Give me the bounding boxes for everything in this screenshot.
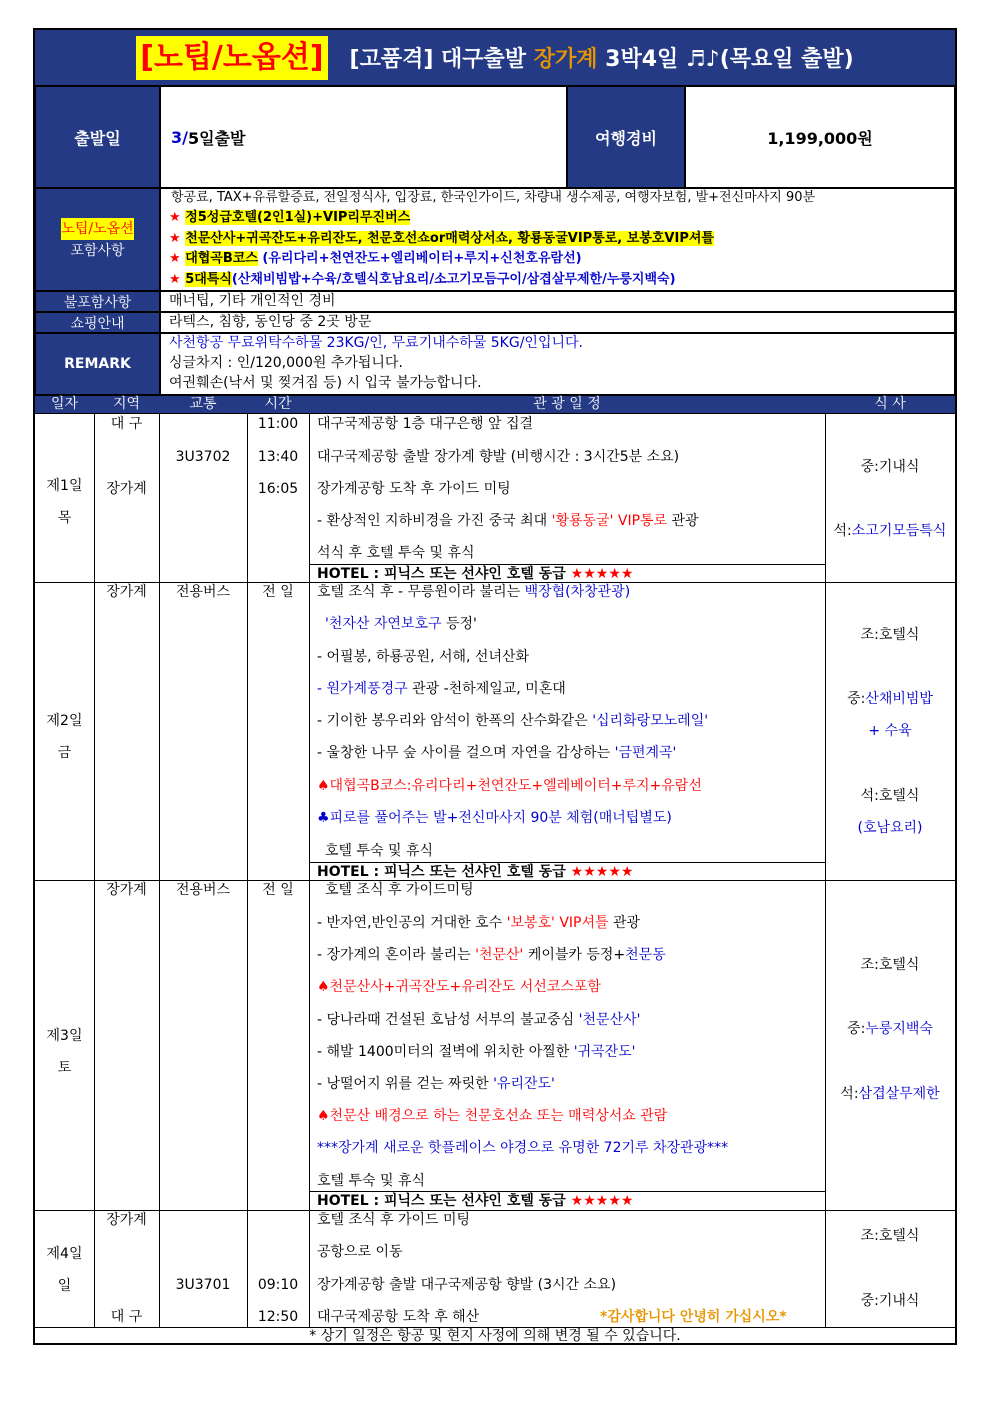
day1-meal-2: 석:소고기모듬특식 xyxy=(833,523,947,539)
includes-line-3: ★ 천문산사+귀곡잔도+유리잔도, 천문호선쇼or매력상서쇼, 황룡동굴VIP통로, 보봉호VIP셔틀 xyxy=(169,231,714,246)
day3-schedule-1: 호텔 조식 후 가이드미팅 xyxy=(325,882,474,898)
day3-transport: 전용버스 xyxy=(175,882,231,898)
day4-schedule-4: 대구국제공항 도착 후 해산 xyxy=(317,1309,480,1325)
day4-schedule-2: 공항으로 이동 xyxy=(317,1244,403,1260)
day3-schedule-3: - 장가계의 혼이라 불리는 '천문산' 케이블카 등정+천문동 xyxy=(317,947,666,963)
price-value: 1,199,000원 xyxy=(685,86,955,188)
day3-schedule-4: ♠천문산사+귀곡잔도+유리잔도 서선코스포함 xyxy=(317,979,601,995)
day4-schedule-1: 호텔 조식 후 가이드 미팅 xyxy=(317,1212,471,1228)
title-destination: 장가계 xyxy=(533,47,598,72)
day2-schedule-7: ♠대협곡B코스:유리다리+천연잔도+엘레베이터+루지+유람선 xyxy=(317,778,702,794)
day2-meal-2: 중:산채비빔밥 xyxy=(847,691,933,707)
col-header-region: 지역 xyxy=(94,396,159,413)
day1-time-1: 11:00 xyxy=(257,416,299,432)
day3-region: 장가계 xyxy=(106,882,147,898)
col-header-meal: 식 사 xyxy=(825,396,955,413)
day4-meal-2: 중:기내식 xyxy=(860,1293,920,1309)
day2-schedule-8: ♣피로를 풀어주는 발+전신마사지 90분 체험(매너팁별도) xyxy=(317,810,672,826)
day2-schedule-1: 호텔 조식 후 - 무릉원이라 불리는 백장협(차창관광) xyxy=(317,584,631,600)
excludes-value: 매너팁, 기타 개인적인 경비 xyxy=(160,291,955,312)
day1-schedule-4: - 환상적인 지하비경을 가진 중국 최대 '황룡동굴' VIP통로 관광 xyxy=(317,513,699,529)
day1-schedule-3: 장가계공항 도착 후 가이드 미팅 xyxy=(317,481,511,497)
shopping-value: 라텍스, 침향, 동인당 중 2곳 방문 xyxy=(160,312,955,333)
day1-region-1: 대 구 xyxy=(110,416,143,432)
day3-schedule-10: 호텔 투숙 및 휴식 xyxy=(317,1173,426,1189)
shopping-label: 쇼핑안내 xyxy=(35,312,160,333)
price-label: 여행경비 xyxy=(567,86,685,188)
includes-content xyxy=(160,188,955,291)
remark-content xyxy=(160,333,955,395)
day1-meal-1: 중:기내식 xyxy=(860,459,920,475)
day3-schedule-2: - 반자연,반인공의 거대한 호수 '보봉호' VIP셔틀 관광 xyxy=(317,915,641,931)
day2-schedule-6: - 울창한 나무 숲 사이를 걸으며 자연을 감상하는 '금편계곡' xyxy=(317,745,677,761)
day1-schedule-5: 석식 후 호텔 투숙 및 휴식 xyxy=(317,545,475,561)
remark-label: REMARK xyxy=(35,333,160,395)
day3-meal-2: 중:누룽지백숙 xyxy=(847,1021,933,1037)
depart-label: 출발일 xyxy=(35,86,160,188)
day2-hotel: HOTEL : 피닉스 또는 선샤인 호텔 동급 ★★★★★ xyxy=(317,864,634,880)
day3-schedule-7: - 낭떨어지 위를 걷는 짜릿한 '유리잔도' xyxy=(317,1076,555,1092)
five-star-icon: ★★★★★ xyxy=(570,864,634,880)
excludes-label: 불포함사항 xyxy=(35,291,160,312)
day4-flight: 3U3701 xyxy=(175,1277,231,1293)
day1-hotel: HOTEL : 피닉스 또는 선샤인 호텔 동급 ★★★★★ xyxy=(317,566,634,582)
itinerary-sheet xyxy=(33,28,957,1345)
includes-label-top: 노팁/노옵션 xyxy=(61,218,133,240)
remark-line-3: 여권훼손(낙서 및 찢겨짐 등) 시 입국 불가능합니다. xyxy=(169,375,482,391)
day4-time-2: 12:50 xyxy=(257,1309,299,1325)
title-pre: [고품격] 대구출발 xyxy=(349,47,534,72)
day3-schedule-8: ♠천문산 배경으로 하는 천문호선쇼 또는 매력상서쇼 관람 xyxy=(317,1108,668,1124)
day3-meal-1: 조:호텔식 xyxy=(860,957,920,973)
day3-schedule-5: - 당나라때 건설된 호남성 서부의 불교중심 '천문산사' xyxy=(317,1012,641,1028)
col-header-transport: 교통 xyxy=(159,396,247,413)
includes-line-5: ★ 5대특식(산채비빔밥+수육/호텔식호남요리/소고기모듬구이/삼겹살무제한/누룽지백숙) xyxy=(169,272,676,287)
day2-schedule-5: - 기이한 봉우리와 암석이 한폭의 산수화같은 '십리화랑모노레일' xyxy=(317,713,709,729)
day2-time: 전 일 xyxy=(262,584,294,600)
day1-time-2: 13:40 xyxy=(257,449,299,465)
day2-schedule-9: 호텔 투숙 및 휴식 xyxy=(325,843,434,859)
day3-time: 전 일 xyxy=(262,882,294,898)
day3-schedule-9: ***장가계 새로운 핫플레이스 야경으로 유명한 72기루 차장관광*** xyxy=(317,1140,729,1156)
includes-label xyxy=(35,188,160,291)
day1-flight: 3U3702 xyxy=(175,449,231,465)
includes-label-bottom: 포함사항 xyxy=(70,242,125,259)
footer-note: * 상기 일정은 항공 및 현지 사정에 의해 변경 될 수 있습니다. xyxy=(309,1328,681,1344)
depart-value xyxy=(160,86,567,188)
day1-time-3: 16:05 xyxy=(257,481,299,497)
day1-label: 제1일 목 xyxy=(46,478,83,526)
col-header-day: 일자 xyxy=(35,396,94,413)
day4-label: 제4일 일 xyxy=(46,1246,83,1294)
day4-time-1: 09:10 xyxy=(257,1277,299,1293)
day2-schedule-4: - 원가계풍경구 관광 -천하제일교, 미혼대 xyxy=(317,681,566,697)
day3-schedule-6: - 해발 1400미터의 절벽에 위치한 아찔한 '귀곡잔도' xyxy=(317,1044,636,1060)
includes-line-4: ★ 대협곡B코스 (유리다리+천연잔도+엘리베이터+루지+신천호유람선) xyxy=(169,251,582,266)
day2-meal-3: 석:호텔식 xyxy=(860,788,920,804)
includes-line-2: ★ 정5성급호텔(2인1실)+VIP리무진버스 xyxy=(169,210,411,225)
day3-meal-3: 석:삼겹살무제한 xyxy=(840,1086,940,1102)
remark-line-1: 사천항공 무료위탁수하물 23KG/인, 무료기내수하물 5KG/인입니다. xyxy=(169,335,583,351)
star-icon: ★ xyxy=(169,272,181,287)
day4-region-2: 대 구 xyxy=(110,1309,143,1325)
title-tag: [노팁/노옵션] xyxy=(136,36,327,80)
includes-line-1: 항공료, TAX+유류할증료, 전일정식사, 입장료, 한국인가이드, 차량내 생수제공, 여행자보험, 발+전신마사지 90분 xyxy=(171,190,816,205)
day2-region: 장가계 xyxy=(106,584,147,600)
day1-schedule-2: 대구국제공항 출발 장가계 향발 (비행시간 : 3시간5분 소요) xyxy=(317,449,680,465)
day4-meal-1: 조:호텔식 xyxy=(860,1228,920,1244)
star-icon: ★ xyxy=(169,210,181,225)
day2-schedule-2: '천자산 자연보호구 등정' xyxy=(325,616,477,632)
day2-transport: 전용버스 xyxy=(175,584,231,600)
remark-line-2: 싱글차지 : 인/120,000원 추가됩니다. xyxy=(169,355,403,371)
five-star-icon: ★★★★★ xyxy=(570,1193,634,1209)
five-star-icon: ★★★★★ xyxy=(570,566,634,582)
depart-value-rest: 5일출발 xyxy=(187,128,246,148)
day3-hotel: HOTEL : 피닉스 또는 선샤인 호텔 동급 ★★★★★ xyxy=(317,1193,634,1209)
day1-region-2: 장가계 xyxy=(106,481,147,497)
col-header-schedule: 관 광 일 정 xyxy=(309,396,825,413)
day4-region-1: 장가계 xyxy=(106,1212,147,1228)
star-icon: ★ xyxy=(169,231,181,246)
day2-meal-2-extra: + 수육 xyxy=(868,723,912,739)
day2-label: 제2일 금 xyxy=(46,713,83,761)
title-bar xyxy=(35,30,955,86)
day4-schedule-3: 장가계공항 출발 대구국제공항 향발 (3시간 소요) xyxy=(317,1277,617,1293)
day4-thanks: *감사합니다 안녕히 가십시오* xyxy=(600,1309,787,1325)
star-icon: ★ xyxy=(169,251,181,266)
day3-label: 제3일 토 xyxy=(46,1028,83,1076)
day1-schedule-1: 대구국제공항 1층 대구은행 앞 집결 xyxy=(317,416,534,432)
day2-schedule-3: - 어필봉, 하룡공원, 서해, 선녀산화 xyxy=(317,649,530,665)
day2-meal-1: 조:호텔식 xyxy=(860,627,920,643)
col-header-time: 시간 xyxy=(247,396,309,413)
day2-meal-3-note: (호남요리) xyxy=(857,820,923,836)
depart-value-prefix: 3/ xyxy=(171,127,188,147)
title-post: 3박4일 ♬♪(목요일 출발) xyxy=(597,47,854,72)
